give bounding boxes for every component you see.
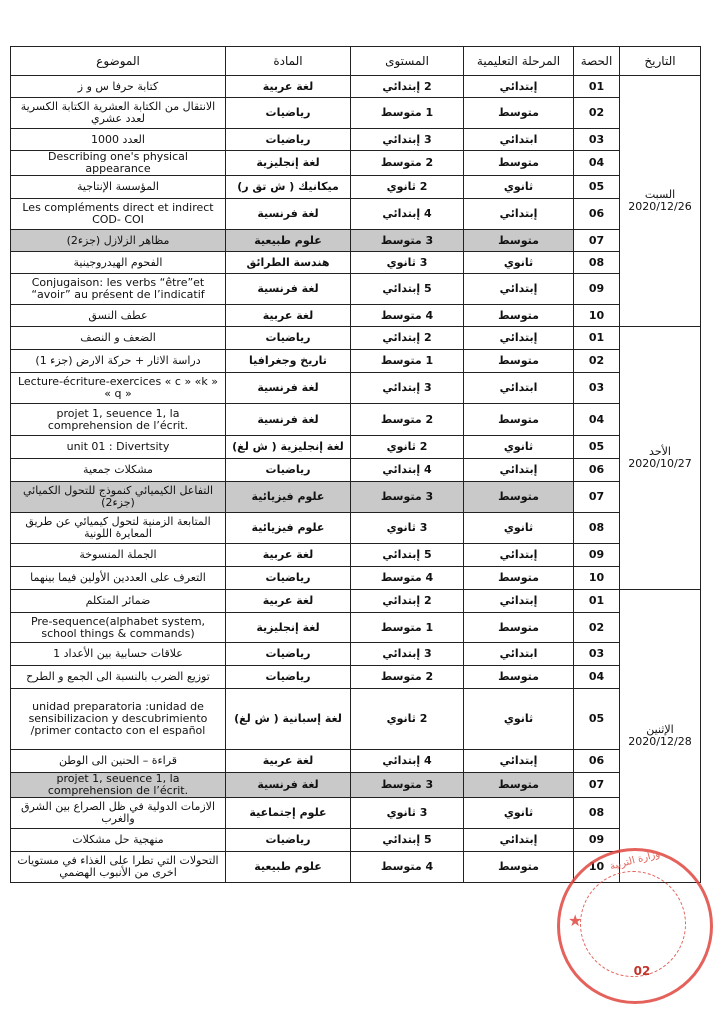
- subject-cell: علوم إجتماعية: [226, 798, 351, 829]
- topic-cell: Describing one's physical appearance: [11, 151, 226, 176]
- subject-cell: هندسة الطرائق: [226, 252, 351, 274]
- level-cell: 3 إبتدائي: [351, 129, 464, 151]
- period-cell: 02: [574, 350, 620, 373]
- day-date-cell: [620, 590, 701, 883]
- level-cell: 4 إبتدائي: [351, 199, 464, 230]
- topic-cell: projet 1, seuence 1, la comprehension de l’écrit.: [11, 773, 226, 798]
- topic-cell: منهجية حل مشكلات: [11, 829, 226, 852]
- stamp-star-icon: ★: [568, 911, 583, 930]
- period-cell: 05: [574, 436, 620, 459]
- period-cell: 06: [574, 750, 620, 773]
- period-cell: 09: [574, 274, 620, 305]
- stage-cell: ابتدائي: [464, 373, 574, 404]
- subject-cell: رياضيات: [226, 829, 351, 852]
- day-name: الأحد: [649, 445, 671, 458]
- topic-cell: قراءة – الحنين الى الوطن: [11, 750, 226, 773]
- level-cell: 1 متوسط: [351, 613, 464, 643]
- period-cell: 08: [574, 513, 620, 544]
- table-row: [11, 613, 701, 643]
- stage-cell: إبتدائي: [464, 199, 574, 230]
- stage-cell: إبتدائي: [464, 76, 574, 98]
- stage-cell: إبتدائي: [464, 327, 574, 350]
- table-row: [11, 76, 701, 98]
- stage-cell: ثانوي: [464, 252, 574, 274]
- topic-cell: التفاعل الكيميائي كنموذج للتحول الكميائي (جزء2): [11, 482, 226, 513]
- subject-cell: لغة فرنسية: [226, 773, 351, 798]
- stage-cell: متوسط: [464, 567, 574, 590]
- table-row: [11, 404, 701, 436]
- day-date-cell: [620, 76, 701, 327]
- topic-cell: المؤسسة الإنتاجية: [11, 176, 226, 199]
- subject-cell: علوم طبيعية: [226, 852, 351, 883]
- level-cell: 2 متوسط: [351, 404, 464, 436]
- header-subject: المادة: [226, 47, 351, 76]
- subject-cell: علوم فيزيائية: [226, 482, 351, 513]
- period-cell: 06: [574, 459, 620, 482]
- period-cell: 04: [574, 666, 620, 689]
- table-row: [11, 98, 701, 129]
- level-cell: 2 ثانوي: [351, 689, 464, 750]
- level-cell: 4 إبتدائي: [351, 750, 464, 773]
- table-row: [11, 230, 701, 252]
- stamp-text: وزارة التربية: [608, 848, 662, 873]
- subject-cell: لغة فرنسية: [226, 373, 351, 404]
- day-date: 2020/12/26: [628, 200, 692, 213]
- period-cell: 01: [574, 590, 620, 613]
- stage-cell: إبتدائي: [464, 829, 574, 852]
- period-cell: 04: [574, 404, 620, 436]
- level-cell: 3 ثانوي: [351, 513, 464, 544]
- topic-cell: Lecture-écriture-exercices « c » «k » « q »: [11, 373, 226, 404]
- stage-cell: متوسط: [464, 666, 574, 689]
- table-row: [11, 643, 701, 666]
- level-cell: 3 متوسط: [351, 773, 464, 798]
- stage-cell: متوسط: [464, 482, 574, 513]
- level-cell: 2 متوسط: [351, 151, 464, 176]
- level-cell: 2 إبتدائي: [351, 76, 464, 98]
- period-cell: 03: [574, 643, 620, 666]
- table-row: [11, 482, 701, 513]
- table-row: [11, 798, 701, 829]
- subject-cell: لغة عربية: [226, 305, 351, 327]
- stamp-inner-ring: [580, 871, 686, 977]
- period-cell: 03: [574, 373, 620, 404]
- subject-cell: لغة فرنسية: [226, 404, 351, 436]
- topic-cell: علاقات حسابية بين الأعداد 1: [11, 643, 226, 666]
- stage-cell: متوسط: [464, 305, 574, 327]
- subject-cell: علوم طبيعية: [226, 230, 351, 252]
- period-cell: 09: [574, 544, 620, 567]
- topic-cell: unit 01 : Divertsity: [11, 436, 226, 459]
- topic-cell: العدد 1000: [11, 129, 226, 151]
- stage-cell: إبتدائي: [464, 750, 574, 773]
- subject-cell: رياضيات: [226, 327, 351, 350]
- level-cell: 4 متوسط: [351, 567, 464, 590]
- stage-cell: إبتدائي: [464, 590, 574, 613]
- subject-cell: لغة عربية: [226, 544, 351, 567]
- table-row: [11, 129, 701, 151]
- level-cell: 1 متوسط: [351, 98, 464, 129]
- table-row: [11, 252, 701, 274]
- period-cell: 07: [574, 773, 620, 798]
- topic-cell: projet 1, seuence 1, la comprehension de l’écrit.: [11, 404, 226, 436]
- topic-cell: الفحوم الهيدروجينية: [11, 252, 226, 274]
- stage-cell: متوسط: [464, 852, 574, 883]
- topic-cell: الضعف و النصف: [11, 327, 226, 350]
- subject-cell: لغة عربية: [226, 750, 351, 773]
- subject-cell: ميكانيك ( ش تق ر): [226, 176, 351, 199]
- table-row: [11, 590, 701, 613]
- table-row: [11, 689, 701, 750]
- period-cell: 02: [574, 613, 620, 643]
- topic-cell: Pre-sequence(alphabet system, school things & commands): [11, 613, 226, 643]
- table-row: [11, 274, 701, 305]
- subject-cell: لغة عربية: [226, 76, 351, 98]
- subject-cell: رياضيات: [226, 567, 351, 590]
- period-cell: 01: [574, 76, 620, 98]
- table-header-row: [11, 47, 701, 76]
- level-cell: 2 متوسط: [351, 666, 464, 689]
- table-row: [11, 567, 701, 590]
- stage-cell: متوسط: [464, 151, 574, 176]
- table-row: [11, 852, 701, 883]
- subject-cell: رياضيات: [226, 643, 351, 666]
- level-cell: 4 متوسط: [351, 305, 464, 327]
- table-row: [11, 750, 701, 773]
- schedule-table: [10, 46, 701, 883]
- table-row: [11, 176, 701, 199]
- topic-cell: كتابة حرفا س و ز: [11, 76, 226, 98]
- stage-cell: ثانوي: [464, 689, 574, 750]
- topic-cell: الازمات الدولية في ظل الصراع بين الشرق والغرب: [11, 798, 226, 829]
- table-row: [11, 373, 701, 404]
- period-cell: 07: [574, 230, 620, 252]
- stage-cell: ثانوي: [464, 176, 574, 199]
- level-cell: 3 متوسط: [351, 230, 464, 252]
- day-date-cell: [620, 327, 701, 590]
- table-row: [11, 350, 701, 373]
- period-cell: 04: [574, 151, 620, 176]
- period-cell: 07: [574, 482, 620, 513]
- header-stage: المرحلة التعليمية: [464, 47, 574, 76]
- day-name: السبت: [644, 188, 676, 201]
- table-row: [11, 327, 701, 350]
- topic-cell: الانتقال من الكتابة العشرية الكتابة الكسرية لعدد عشري: [11, 98, 226, 129]
- topic-cell: unidad preparatoria :unidad de sensibilizacion y descubrimiento /primer contacto con el español: [11, 689, 226, 750]
- level-cell: 1 متوسط: [351, 350, 464, 373]
- level-cell: 2 إبتدائي: [351, 327, 464, 350]
- table-row: [11, 773, 701, 798]
- subject-cell: لغة إنجليزية: [226, 151, 351, 176]
- topic-cell: مشكلات جمعية: [11, 459, 226, 482]
- subject-cell: رياضيات: [226, 98, 351, 129]
- header-period: الحصة: [574, 47, 620, 76]
- period-cell: 10: [574, 852, 620, 883]
- stage-cell: متوسط: [464, 98, 574, 129]
- subject-cell: رياضيات: [226, 129, 351, 151]
- stage-cell: متوسط: [464, 404, 574, 436]
- page-number: 02: [633, 964, 651, 978]
- period-cell: 08: [574, 252, 620, 274]
- level-cell: 3 متوسط: [351, 482, 464, 513]
- topic-cell: مظاهر الزلازل (جزء2): [11, 230, 226, 252]
- level-cell: 5 إبتدائي: [351, 544, 464, 567]
- day-date: 2020/12/28: [628, 735, 692, 748]
- table-row: [11, 305, 701, 327]
- table-row: [11, 151, 701, 176]
- header-date: التاريخ: [620, 47, 701, 76]
- level-cell: 3 ثانوي: [351, 252, 464, 274]
- level-cell: 4 متوسط: [351, 852, 464, 883]
- period-cell: 10: [574, 305, 620, 327]
- day-date: 2020/10/27: [628, 457, 692, 470]
- period-cell: 05: [574, 689, 620, 750]
- stage-cell: إبتدائي: [464, 459, 574, 482]
- level-cell: 3 ثانوي: [351, 798, 464, 829]
- stage-cell: متوسط: [464, 350, 574, 373]
- level-cell: 2 إبتدائي: [351, 590, 464, 613]
- stage-cell: ابتدائي: [464, 129, 574, 151]
- stage-cell: متوسط: [464, 230, 574, 252]
- stage-cell: ثانوي: [464, 436, 574, 459]
- level-cell: 4 إبتدائي: [351, 459, 464, 482]
- schedule-body: [11, 76, 701, 883]
- table-row: [11, 829, 701, 852]
- day-name: الإثنين: [646, 723, 674, 736]
- period-cell: 06: [574, 199, 620, 230]
- stage-cell: متوسط: [464, 613, 574, 643]
- stage-cell: إبتدائي: [464, 544, 574, 567]
- subject-cell: لغة إسبانية ( ش لغ): [226, 689, 351, 750]
- header-level: المستوى: [351, 47, 464, 76]
- topic-cell: Les compléments direct et indirect COD- COI: [11, 199, 226, 230]
- topic-cell: توزيع الضرب بالنسبة الى الجمع و الطرح: [11, 666, 226, 689]
- period-cell: 03: [574, 129, 620, 151]
- subject-cell: علوم فيزيائية: [226, 513, 351, 544]
- stage-cell: ثانوي: [464, 513, 574, 544]
- level-cell: 3 إبتدائي: [351, 373, 464, 404]
- subject-cell: لغة إنجليزية: [226, 613, 351, 643]
- period-cell: 02: [574, 98, 620, 129]
- subject-cell: لغة فرنسية: [226, 274, 351, 305]
- table-row: [11, 459, 701, 482]
- period-cell: 10: [574, 567, 620, 590]
- level-cell: 5 إبتدائي: [351, 829, 464, 852]
- level-cell: 2 ثانوي: [351, 176, 464, 199]
- stage-cell: إبتدائي: [464, 274, 574, 305]
- topic-cell: عطف النسق: [11, 305, 226, 327]
- subject-cell: تاريخ وجغرافيا: [226, 350, 351, 373]
- header-topic: الموضوع: [11, 47, 226, 76]
- table-row: [11, 544, 701, 567]
- level-cell: 2 ثانوي: [351, 436, 464, 459]
- topic-cell: ضمائر المتكلم: [11, 590, 226, 613]
- table-row: [11, 199, 701, 230]
- period-cell: 05: [574, 176, 620, 199]
- topic-cell: Conjugaison: les verbs “être”et “avoir” au présent de l’indicatif: [11, 274, 226, 305]
- subject-cell: رياضيات: [226, 666, 351, 689]
- subject-cell: رياضيات: [226, 459, 351, 482]
- table-row: [11, 513, 701, 544]
- subject-cell: لغة إنجليزية ( ش لغ): [226, 436, 351, 459]
- period-cell: 08: [574, 798, 620, 829]
- stage-cell: ثانوي: [464, 798, 574, 829]
- topic-cell: دراسة الاثار + حركة الارض (جزء 1): [11, 350, 226, 373]
- subject-cell: لغة عربية: [226, 590, 351, 613]
- table-row: [11, 666, 701, 689]
- topic-cell: الجملة المنسوخة: [11, 544, 226, 567]
- level-cell: 3 إبتدائي: [351, 643, 464, 666]
- level-cell: 5 إبتدائي: [351, 274, 464, 305]
- period-cell: 01: [574, 327, 620, 350]
- stage-cell: ابتدائي: [464, 643, 574, 666]
- topic-cell: المتابعة الزمنية لتحول كيميائي عن طريق المعايرة اللونية: [11, 513, 226, 544]
- subject-cell: لغة فرنسية: [226, 199, 351, 230]
- stage-cell: متوسط: [464, 773, 574, 798]
- topic-cell: التحولات التي تطرا على الغذاء في مستويات اخرى من الأنبوب الهضمي: [11, 852, 226, 883]
- topic-cell: التعرف على العددين الأولين فيما بينهما: [11, 567, 226, 590]
- table-row: [11, 436, 701, 459]
- period-cell: 09: [574, 829, 620, 852]
